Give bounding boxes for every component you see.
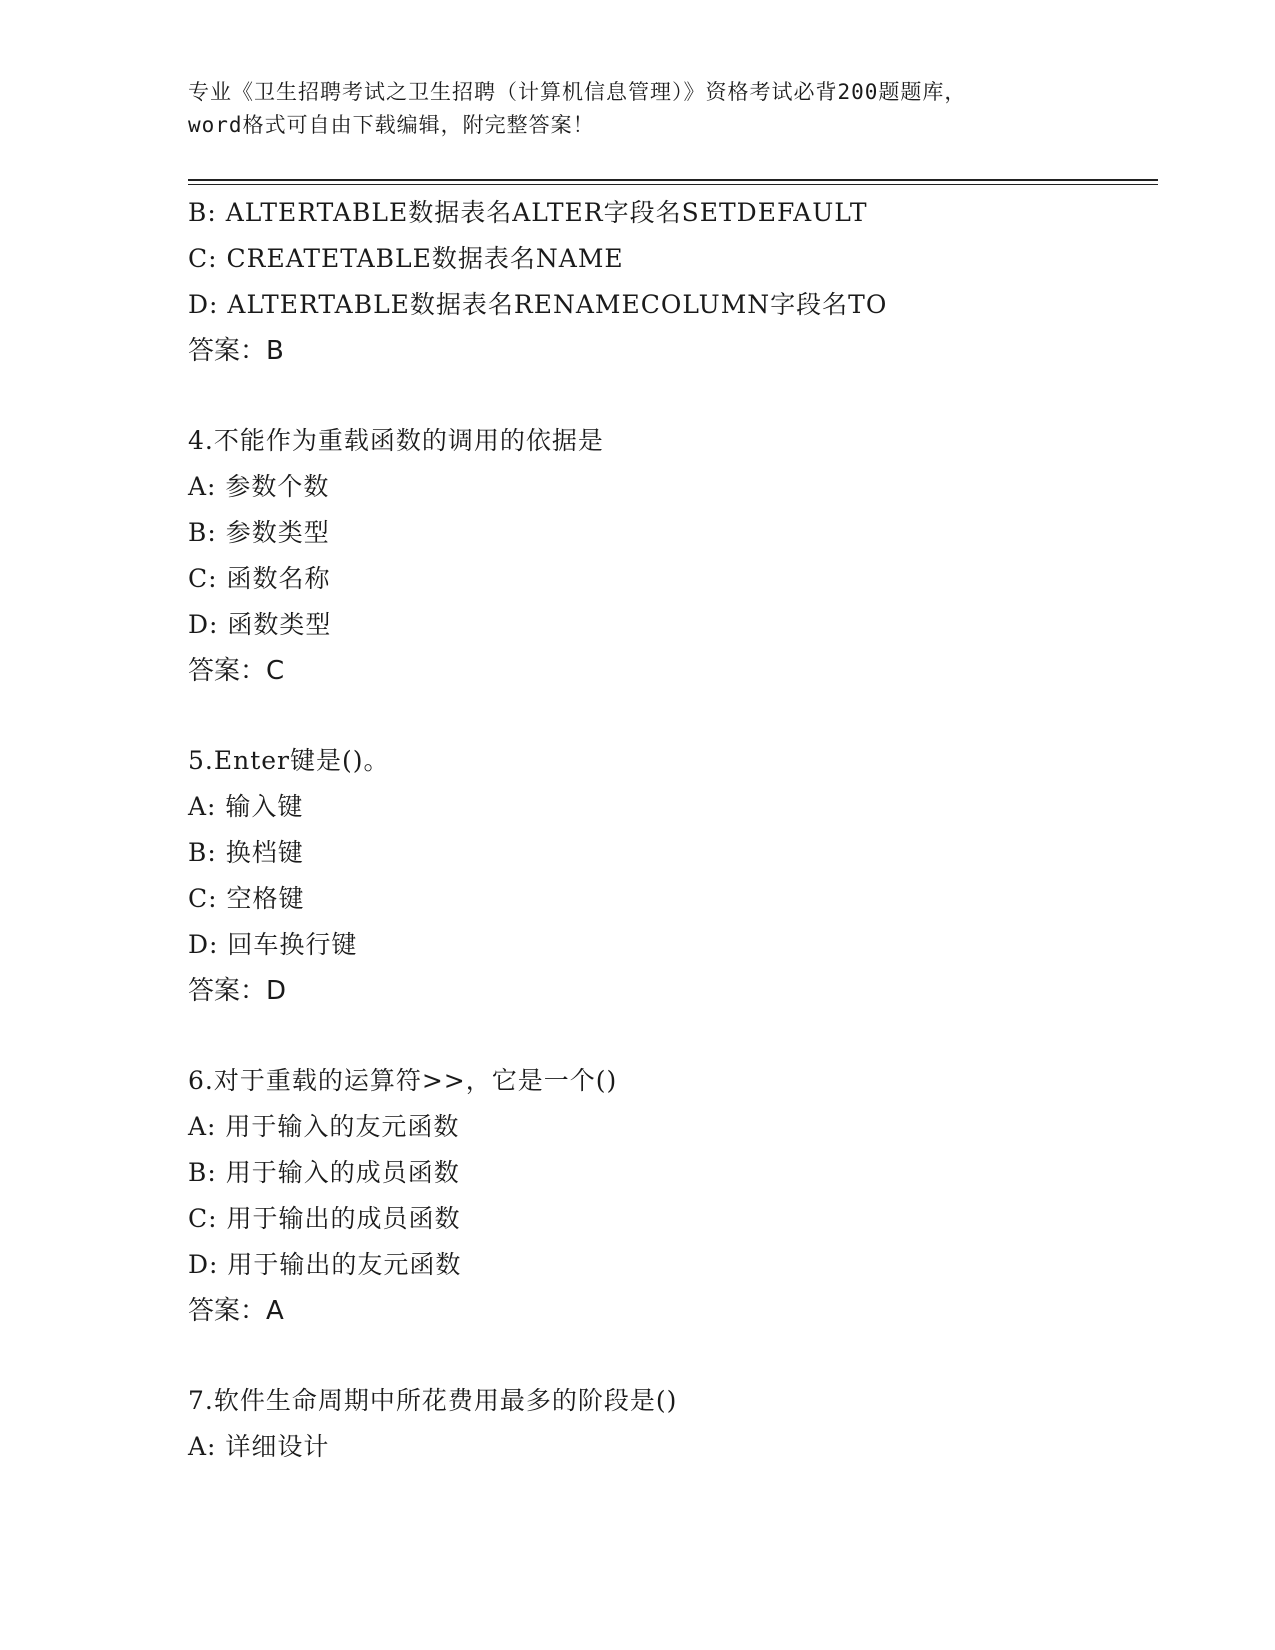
- question-title: 4.不能作为重载函数的调用的依据是: [188, 426, 604, 455]
- question-5: [188, 738, 1188, 1014]
- option-a: A: 参数个数: [188, 472, 330, 501]
- answer-line: 答案：A: [188, 1296, 284, 1326]
- option-c: C: CREATETABLE数据表名NAME: [188, 244, 624, 273]
- question-title: 7.软件生命周期中所花费用最多的阶段是(): [188, 1386, 678, 1415]
- option-b: B: 用于输入的成员函数: [188, 1158, 460, 1187]
- question-7: [188, 1378, 1188, 1470]
- question-6: [188, 1058, 1188, 1334]
- header-divider-thin: [188, 184, 1158, 185]
- option-a: A: 用于输入的友元函数: [188, 1112, 460, 1141]
- header-divider-thick: [188, 179, 1158, 181]
- question-title: 5.Enter键是()。: [188, 746, 390, 775]
- option-b: B: 参数类型: [188, 518, 330, 547]
- option-d: D: ALTERTABLE数据表名RENAMECOLUMN字段名TO: [188, 290, 888, 319]
- answer-line: 答案：B: [188, 336, 284, 366]
- question-list: [188, 190, 1188, 1470]
- option-c: C: 空格键: [188, 884, 305, 913]
- option-b: B: 换档键: [188, 838, 304, 867]
- option-d: D: 函数类型: [188, 610, 332, 639]
- question-title: 6.对于重载的运算符>>，它是一个(): [188, 1066, 618, 1095]
- answer-line: 答案：C: [188, 656, 285, 686]
- question-4: [188, 418, 1188, 694]
- option-c: C: 用于输出的成员函数: [188, 1204, 461, 1233]
- option-c: C: 函数名称: [188, 564, 331, 593]
- header-line-2: word格式可自由下载编辑，附完整答案！: [188, 113, 595, 137]
- option-a: A: 详细设计: [188, 1432, 330, 1461]
- document-header: [188, 76, 1088, 142]
- option-b: B: ALTERTABLE数据表名ALTER字段名SETDEFAULT: [188, 198, 868, 227]
- answer-line: 答案：D: [188, 976, 287, 1006]
- option-d: D: 用于输出的友元函数: [188, 1250, 462, 1279]
- option-d: D: 回车换行键: [188, 930, 358, 959]
- option-a: A: 输入键: [188, 792, 304, 821]
- header-line-1: 专业《卫生招聘考试之卫生招聘（计算机信息管理）》资格考试必背200题题库，: [188, 80, 967, 104]
- question-3-partial: [188, 190, 1188, 374]
